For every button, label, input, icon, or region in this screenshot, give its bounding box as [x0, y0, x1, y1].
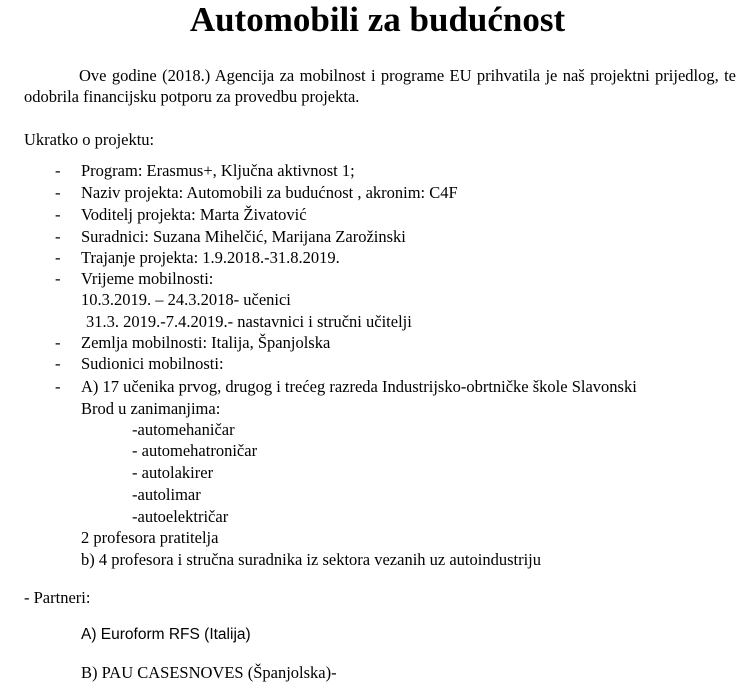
group-b: b) 4 profesora i stručna suradnika iz sektora vezanih uz autoindustriju [81, 550, 542, 569]
occupation-item: - autolakirer [132, 463, 214, 482]
list-dash: - [55, 377, 61, 396]
list-item-duration: Trajanje projekta: 1.9.2018.-31.8.2019. [81, 248, 340, 267]
list-dash: - [55, 269, 61, 288]
mobility-date-teachers: 31.3. 2019.-7.4.2019.- nastavnici i stručni učitelji [86, 312, 412, 331]
occupation-item: -autolimar [132, 485, 201, 504]
list-dash: - [55, 354, 61, 373]
list-item-mobility-time: Vrijeme mobilnosti: [81, 269, 214, 288]
list-dash: - [55, 333, 61, 352]
list-dash: - [55, 161, 61, 180]
partner-item-spain: B) PAU CASESNOVES (Španjolska)- [81, 663, 337, 682]
list-item-project-leader: Voditelj projekta: Marta Živatović [81, 205, 307, 224]
summary-heading: Ukratko o projektu: [24, 130, 155, 149]
list-item-country: Zemlja mobilnosti: Italija, Španjolska [81, 333, 331, 352]
list-item-collaborators: Suradnici: Suzana Mihelčić, Marijana Zarožinski [81, 227, 406, 246]
group-a-line-2: Brod u zanimanjima: [81, 399, 221, 418]
document-title: Automobili za budućnost [189, 0, 566, 39]
list-dash: - [55, 227, 61, 246]
group-a-line-1: A) 17 učenika prvog, drugog i trećeg razreda Industrijsko-obrtničke škole Slavonski [81, 377, 637, 396]
occupation-item: -automehaničar [132, 420, 235, 439]
occupation-item: - automehatroničar [132, 441, 258, 460]
escort-teachers: 2 profesora pratitelja [81, 528, 219, 547]
mobility-date-students: 10.3.2019. – 24.3.2018- učenici [81, 290, 291, 309]
list-dash: - [55, 205, 61, 224]
occupation-item: -autoelektričar [132, 507, 229, 526]
list-item-participants: Sudionici mobilnosti: [81, 354, 224, 373]
partner-item-italy: A) Euroform RFS (Italija) [81, 626, 251, 643]
list-dash: - [55, 248, 61, 267]
list-dash: - [55, 183, 61, 202]
partners-heading: - Partneri: [24, 588, 91, 607]
list-item-project-name: Naziv projekta: Automobili za budućnost , akronim: C4F [81, 183, 458, 202]
intro-paragraph: Ove godine (2018.) Agencija za mobilnost i programe EU prihvatila je naš projektni prijedlog, te odobrila financijsku potporu za provedbu projekta. [24, 66, 736, 106]
list-item-program: Program: Erasmus+, Ključna aktivnost 1; [81, 161, 355, 180]
